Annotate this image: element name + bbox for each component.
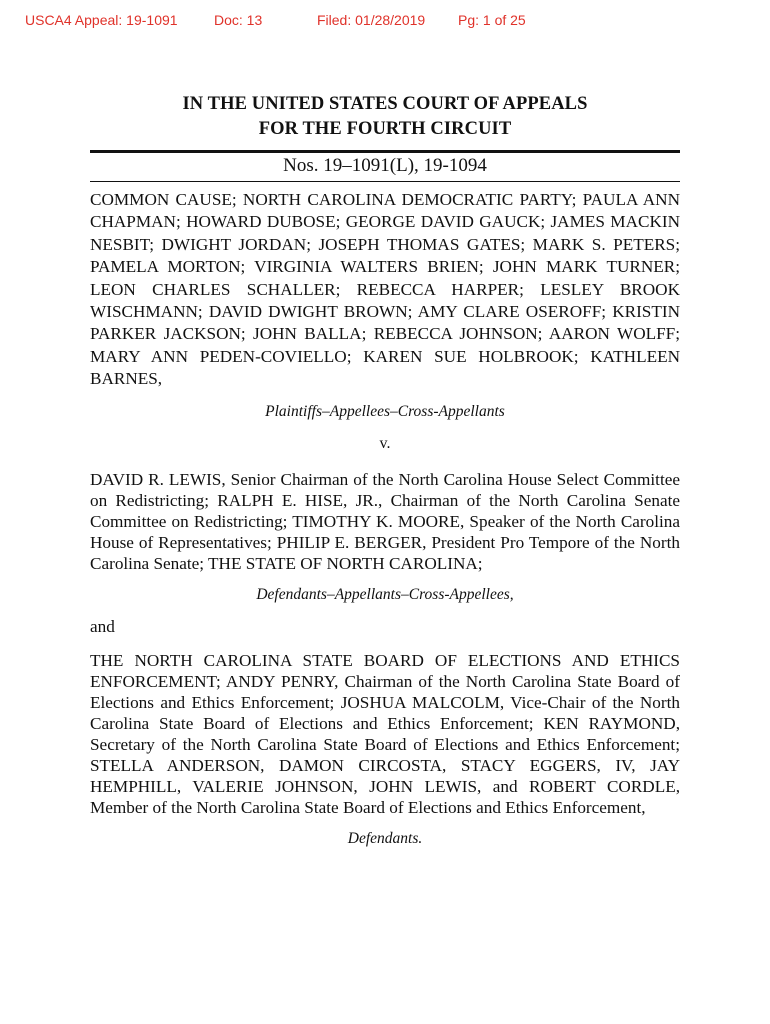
court-line-2: FOR THE FOURTH CIRCUIT <box>258 119 512 139</box>
stamp-appeal: USCA4 Appeal: 19-1091 <box>25 12 178 28</box>
versus: v. <box>379 434 391 452</box>
case-numbers: Nos. 19–1091(L), 19-1094 <box>283 155 487 176</box>
conjunction: and <box>90 616 115 636</box>
plaintiffs-names: COMMON CAUSE; NORTH CAROLINA DEMOCRATIC PARTY; PAULA ANN CHAPMAN; HOWARD DUBOSE; GEORGE DAVID GAUCK; JAMES MACKIN NESBIT; DWIGHT JORDAN; JOSEPH THOMAS GATES; MARK S. PETERS; PAMELA MORTON; VIRGINIA WALTERS BRIEN; JOHN MARK TURNER; LEON CHARLES SCHALLER; REBECCA HARPER; LESLEY BROOK WISCHMANN; DAVID DWIGHT BROWN; AMY CLARE OSEROFF; KRISTIN PARKER JACKSON; JOHN BALLA; REBECCA JOHNSON; AARON WOLFF; MARY ANN PEDEN-COVIELLO; KAREN SUE HOLBROOK; KATHLEEN BARNES, <box>90 190 680 389</box>
court-heading <box>90 92 680 142</box>
stamp-doc: Doc: 13 <box>214 12 263 28</box>
heading-rule-bottom <box>90 181 680 182</box>
document-page <box>90 92 680 850</box>
court-line-1: IN THE UNITED STATES COURT OF APPEALS <box>182 94 588 114</box>
other-defendants-role: Defendants. <box>347 830 423 848</box>
stamp-filed: Filed: 01/28/2019 <box>317 12 426 28</box>
other-defendants-names: THE NORTH CAROLINA STATE BOARD OF ELECTIONS AND ETHICS ENFORCEMENT; ANDY PENRY, Chairman of the North Carolina State Board of Elections and Ethics Enforcement; JOSHUA MALCOLM, Vice-Chair of the North Carolina State Board of Elections and Ethics Enforcement; KEN RAYMOND, Secretary of the North Carolina State Board of Elections and Ethics Enforcement; STELLA ANDERSON, DAMON CIRCOSTA, STACY EGGERS, IV, JAY HEMPHILL, VALERIE JOHNSON, JOHN LEWIS, and ROBERT CORDLE, Member of the North Carolina State Board of Elections and Ethics Enforcement, <box>90 651 680 818</box>
plaintiffs-role: Plaintiffs–Appellees–Cross-Appellants <box>265 402 505 420</box>
stamp-page: Pg: 1 of 25 <box>458 12 526 28</box>
defendants-role: Defendants–Appellants–Cross-Appellees, <box>256 585 514 603</box>
defendants-names: DAVID R. LEWIS, Senior Chairman of the North Carolina House Select Committee on Redistricting; RALPH E. HISE, JR., Chairman of the North Carolina Senate Committee on Redistricting; TIMOTHY K. MOORE, Speaker of the North Carolina House of Representatives; PHILIP E. BERGER, President Pro Tempore of the North Carolina Senate; THE STATE OF NORTH CAROLINA; <box>90 469 680 573</box>
